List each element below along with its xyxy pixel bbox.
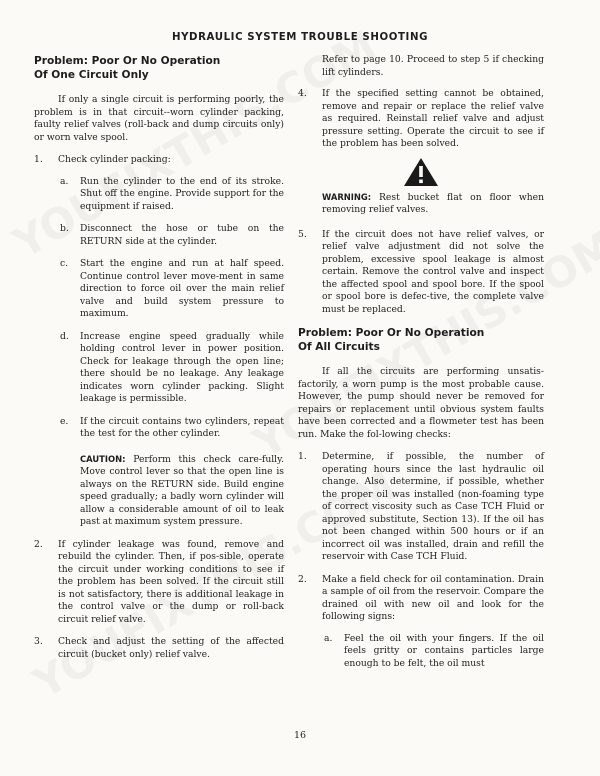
step-item bbox=[34, 539, 284, 627]
step-number: 4. bbox=[298, 88, 307, 99]
sub-step bbox=[34, 223, 284, 248]
sub-step-text: Disconnect the hose or tube on the RETURN side at the cylinder. bbox=[80, 223, 284, 247]
step-text: Check and adjust the setting of the affected circuit (bucket only) relief valve. bbox=[58, 636, 284, 660]
caution-note bbox=[34, 453, 284, 529]
caution-label: CAUTION: bbox=[80, 453, 126, 464]
step-item bbox=[34, 154, 284, 167]
warning-label: WARNING: bbox=[322, 191, 372, 202]
step-item bbox=[298, 451, 544, 564]
section-heading: Of All Circuits bbox=[298, 341, 380, 353]
step-item bbox=[34, 636, 284, 661]
section-heading: Problem: Poor Or No Operation bbox=[34, 55, 221, 67]
sub-step-text: Start the engine and run at half speed. Continue control lever move-ment in same direction to force oil over the main relief valve and build system pressure to maximum. bbox=[80, 258, 284, 319]
page-number: 16 bbox=[293, 730, 307, 741]
step-number: 2. bbox=[34, 538, 43, 550]
sub-step-letter: e. bbox=[60, 415, 69, 427]
left-column bbox=[34, 54, 284, 661]
intro-paragraph: If all the circuits are performing unsatis-factorily, a worn pump is the most probable cause. However, the pump should never be removed for repairs or replacement until obvious system faults have been corrected and a flowmeter test has been run. Make the fol-lowing checks: bbox=[298, 366, 544, 440]
sub-step bbox=[298, 633, 544, 671]
sub-step bbox=[34, 176, 284, 214]
sub-step bbox=[34, 416, 284, 441]
step-text: Determine, if possible, the number of operating hours since the last hydraulic oil change. Also determine, if possible, whether the proper oil was installed (non-foaming type of correct viscosity such as Case TCH Fluid or approved substitute, Section 13). If the oil has not been changed within 500 hours or if an incorrect oil was installed, drain and refill the reservoir with Case TCH Fluid. bbox=[322, 451, 544, 562]
step-number: 1. bbox=[34, 154, 43, 165]
step-item bbox=[298, 229, 544, 317]
continued-text bbox=[298, 54, 544, 79]
warning-note bbox=[298, 191, 544, 217]
caution-text: Perform this check care-fully. Move control lever so that the open line is always on the RETURN side. Build engine speed gradually; a badly worn cylinder will allow a considerable amount of oil to leak past at maximum system pressure. bbox=[80, 453, 285, 527]
step-item bbox=[298, 88, 544, 151]
sub-step-letter: b. bbox=[60, 223, 69, 234]
right-column bbox=[298, 54, 544, 670]
sub-step-text: Increase engine speed gradually while holding control lever in power position. Check for leakage through the open line; there should be no leakage. Any leakage indicates worn cylinder packing. Slight leakage is permissible. bbox=[80, 330, 284, 404]
sub-step-letter: c. bbox=[60, 258, 69, 269]
section-heading: Of One Circuit Only bbox=[34, 69, 149, 81]
warning-triangle-icon bbox=[403, 157, 439, 187]
warning-text: Rest bucket flat on floor when removing relief valves. bbox=[322, 191, 545, 215]
sub-step bbox=[34, 258, 284, 321]
section-heading: Problem: Poor Or No Operation bbox=[298, 327, 485, 339]
step-text: Refer to page 10. Proceed to step 5 if checking lift cylinders. bbox=[322, 54, 544, 78]
sub-step-letter: a. bbox=[324, 632, 333, 644]
intro-paragraph: If only a single circuit is performing poorly, the problem is in that circuit--worn cylinder packing, faulty relief valves (roll-back and dump circuits only) or worn valve spool. bbox=[34, 94, 284, 143]
step-number: 5. bbox=[298, 228, 307, 240]
sub-step-text: If the circuit contains two cylinders, repeat the test for the other cylinder. bbox=[80, 415, 284, 439]
sub-step-letter: a. bbox=[60, 175, 69, 187]
step-number: 3. bbox=[34, 636, 43, 647]
page-title: HYDRAULIC SYSTEM TROUBLE SHOOTING bbox=[171, 32, 429, 43]
step-number: 1. bbox=[298, 451, 307, 462]
step-text: Check cylinder packing: bbox=[58, 154, 171, 165]
step-number: 2. bbox=[298, 573, 307, 585]
sub-step-letter: d. bbox=[60, 330, 69, 342]
sub-step bbox=[34, 331, 284, 406]
step-item bbox=[298, 574, 544, 624]
step-text: If the specified setting cannot be obtained, remove and repair or replace the relief valve as required. Reinstall relief valve and adjust pressure setting. Operate the circuit to see if the problem has been solved. bbox=[322, 88, 544, 149]
step-text: Make a field check for oil contamination. Drain a sample of oil from the reservoir. Compare the drained oil with new oil and look for the following signs: bbox=[322, 573, 544, 622]
sub-step-text: Feel the oil with your fingers. If the oil feels gritty or contains particles large enough to be felt, the oil must bbox=[344, 632, 544, 669]
step-text: If cylinder leakage was found, remove and rebuild the cylinder. Then, if pos-sible, operate the circuit under working conditions to see if the problem has been solved. If the circuit still is not satisfactory, there is additional leakage in the control valve or the dump or roll-back circuit relief valve. bbox=[58, 538, 284, 625]
sub-step-text: Run the cylinder to the end of its stroke. Shut off the engine. Provide support for the equipment if raised. bbox=[80, 175, 284, 212]
step-text: If the circuit does not have relief valves, or relief valve adjustment did not solve the problem, excessive spool leakage is almost certain. Remove the control valve and inspect the affected spool and spool bore. If the spool or spool bore is defec-tive, the complete valve must be replaced. bbox=[322, 228, 544, 315]
